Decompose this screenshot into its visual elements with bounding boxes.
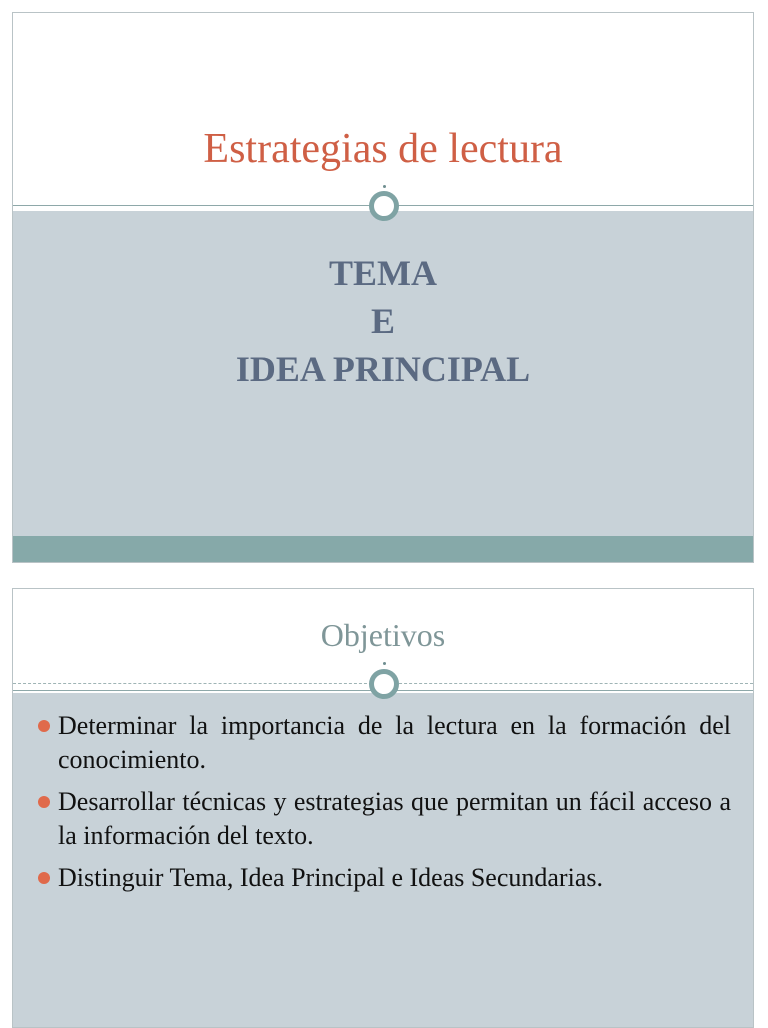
objective-text: Distinguir Tema, Idea Principal e Ideas Secundarias. [58,863,603,892]
subtitle-line: E [370,301,395,341]
subtitle-line: TEMA [329,253,437,293]
bullet-icon [38,796,50,808]
objectives-slide [12,588,754,1028]
list-item [35,709,731,777]
ring-dot-icon [383,185,386,188]
bullet-icon [38,720,50,732]
slide-title: Estrategias de lectura [203,126,563,172]
list-item [35,785,731,853]
objective-text: Desarrollar técnicas y estrategias que permitan un fácil acceso a la información del texto. [58,787,731,850]
title-slide [12,12,754,563]
slide-subtitle [13,249,753,393]
objective-text: Determinar la importancia de la lectura en la formación del conocimiento. [58,711,731,774]
subtitle-line: IDEA PRINCIPAL [235,349,531,389]
list-item [35,861,731,895]
circle-ring-icon [369,669,399,699]
ring-dot-icon [383,662,386,665]
bullet-icon [38,872,50,884]
slide-title: Objetivos [320,617,446,653]
circle-ring-icon [369,191,399,221]
objectives-list [35,709,731,903]
bottom-band [13,536,753,562]
title-area [13,13,753,203]
